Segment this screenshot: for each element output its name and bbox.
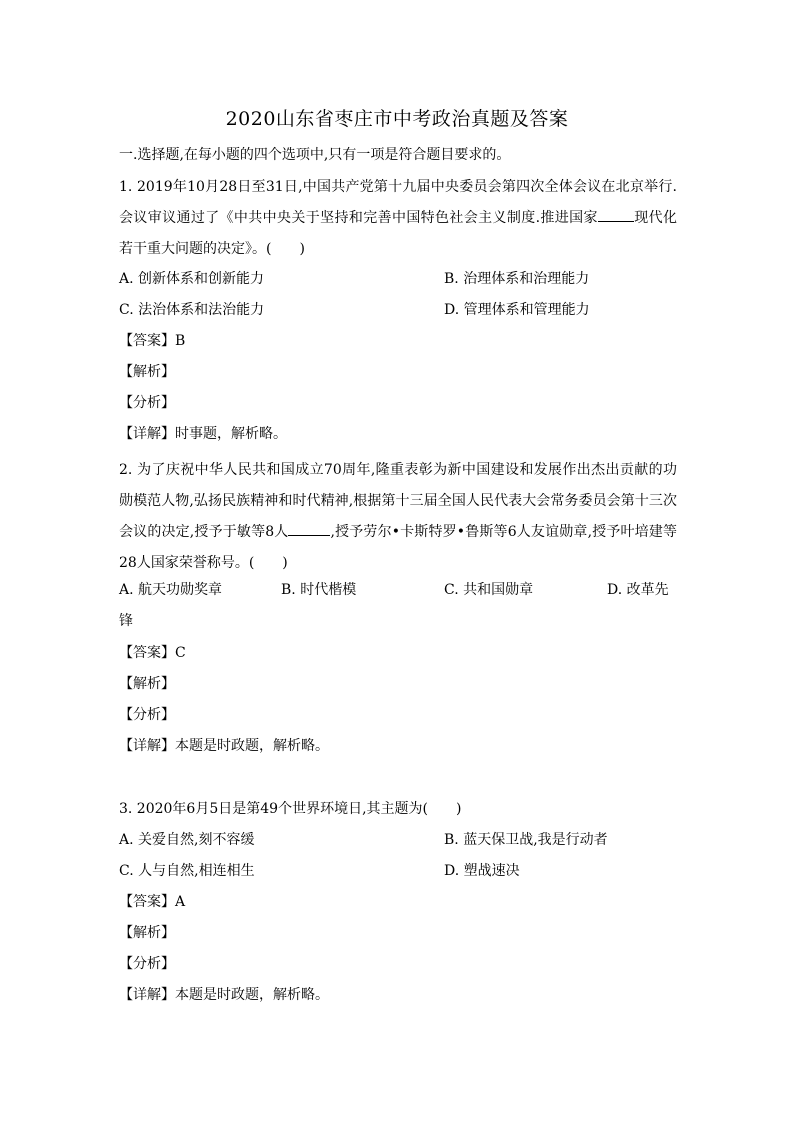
question-2-option-d-continued: 锋 bbox=[119, 613, 133, 629]
question-3-option-c: C. 人与自然,相连相生 bbox=[119, 863, 255, 879]
question-1-fenxi-tag: 【分析】 bbox=[119, 395, 175, 411]
answer-tag: 【答案】 bbox=[119, 333, 175, 349]
question-1-option-b: B. 治理体系和治理能力 bbox=[444, 271, 590, 287]
detail-text: 本题是时政题，解析略。 bbox=[175, 987, 329, 1003]
question-1-blank bbox=[598, 207, 634, 222]
question-3-answer bbox=[119, 892, 185, 912]
page-title: 2020山东省枣庄市中考政治真题及答案 bbox=[225, 108, 569, 130]
question-1-option-c: C. 法治体系和法治能力 bbox=[119, 302, 265, 318]
question-1-text-part2: 现代化若干重大问题的决定》。( ) bbox=[119, 210, 678, 257]
answer-tag: 【答案】 bbox=[119, 645, 175, 661]
question-3-analysis-tag: 【解析】 bbox=[119, 925, 175, 941]
question-1-analysis-tag: 【解析】 bbox=[119, 364, 175, 380]
detail-text: 时事题，解析略。 bbox=[175, 426, 287, 442]
question-2-fenxi-tag: 【分析】 bbox=[119, 707, 175, 723]
question-2-blank bbox=[288, 521, 330, 536]
question-3-detail bbox=[119, 985, 329, 1005]
question-2-stem bbox=[119, 455, 677, 579]
question-3-option-a: A. 关爱自然,刻不容缓 bbox=[119, 832, 255, 848]
question-1-text-part1: 1. 2019年10月28日至31日,中国共产党第十九届中央委员会第四次全体会议在北京举行.会议审议通过了《中共中央关于坚持和完善中国特色社会主义制度.推进国家 bbox=[119, 179, 677, 226]
question-2-text-part2: ,授予劳尔•卡斯特罗•鲁斯等6人友谊勋章,授予叶培建等28人国家荣誉称号。( ) bbox=[119, 524, 677, 571]
question-3-option-b: B. 蓝天保卫战,我是行动者 bbox=[444, 832, 608, 848]
question-3-option-d: D. 塑战速决 bbox=[444, 863, 520, 879]
question-2-detail bbox=[119, 736, 329, 756]
detail-text: 本题是时政题，解析略。 bbox=[175, 738, 329, 754]
answer-value: B bbox=[175, 333, 186, 349]
detail-tag: 【详解】 bbox=[119, 426, 175, 442]
question-2-option-c: C. 共和国勋章 bbox=[444, 582, 534, 598]
question-1-stem bbox=[119, 172, 677, 265]
detail-tag: 【详解】 bbox=[119, 738, 175, 754]
question-1-option-d: D. 管理体系和管理能力 bbox=[444, 302, 590, 318]
answer-value: A bbox=[175, 894, 186, 910]
answer-value: C bbox=[175, 645, 186, 661]
question-2-option-a: A. 航天功勋奖章 bbox=[119, 582, 223, 598]
answer-tag: 【答案】 bbox=[119, 894, 175, 910]
question-3-fenxi-tag: 【分析】 bbox=[119, 956, 175, 972]
question-3-stem: 3. 2020年6月5日是第49个世界环境日,其主题为( ) bbox=[119, 801, 462, 817]
section-heading: 一.选择题,在每小题的四个选项中,只有一项是符合题目要求的。 bbox=[119, 147, 511, 163]
detail-tag: 【详解】 bbox=[119, 987, 175, 1003]
question-2-answer bbox=[119, 643, 186, 663]
question-2-option-d: D. 改革先 bbox=[607, 582, 669, 598]
question-2-analysis-tag: 【解析】 bbox=[119, 676, 175, 692]
question-1-answer bbox=[119, 331, 185, 351]
question-1-option-a: A. 创新体系和创新能力 bbox=[119, 271, 265, 287]
question-1-detail bbox=[119, 424, 287, 444]
question-2-option-b: B. 时代楷模 bbox=[281, 582, 357, 598]
question-2-text-part1: 2. 为了庆祝中华人民共和国成立70周年,隆重表彰为新中国建设和发展作出杰出贡献的功勋模范人物,弘扬民族精神和时代精神,根据第十三届全国人民代表大会常务委员会第十三次会议的决定,授予于敏等8人 bbox=[119, 462, 677, 540]
